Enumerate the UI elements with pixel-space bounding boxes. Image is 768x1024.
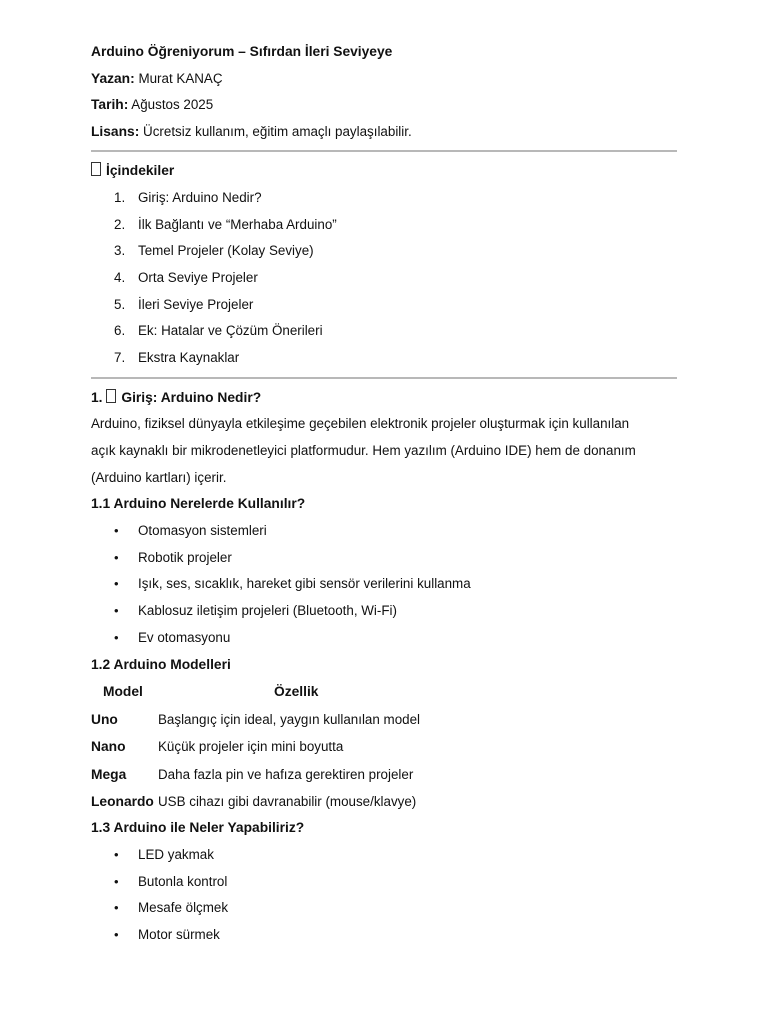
meta-license-value: Ücretsiz kullanım, eğitim amaçlı paylaşılabilir.	[143, 123, 412, 139]
bullet-icon: •	[114, 603, 119, 619]
column-header-model: Model	[103, 684, 143, 700]
toc-list	[91, 185, 677, 372]
toc-item-number: 3.	[114, 243, 126, 259]
models-table	[91, 678, 677, 815]
bullet-icon: •	[114, 873, 119, 889]
meta-license-label: Lisans:	[91, 123, 140, 139]
toc-item-number: 1.	[114, 189, 126, 205]
list-item	[91, 598, 677, 625]
meta-license	[91, 119, 677, 146]
toc-item-label: İleri Seviye Projeler	[138, 296, 254, 312]
column-header-feature: Özellik	[274, 684, 319, 700]
list-item	[91, 625, 677, 652]
meta-author-label: Yazan:	[91, 70, 135, 86]
list-item	[91, 545, 677, 572]
model-name: Uno	[91, 712, 118, 728]
list-item	[91, 842, 677, 869]
table-row	[91, 761, 677, 788]
list-item-text: Mesafe ölçmek	[138, 900, 229, 916]
list-item-text: Motor sürmek	[138, 926, 220, 942]
toc-item-label: İlk Bağlantı ve “Merhaba Arduino”	[138, 216, 337, 232]
section-1-number: 1.	[91, 389, 103, 405]
toc-item	[91, 185, 677, 212]
model-name: Mega	[91, 766, 127, 782]
list-item-text: LED yakmak	[138, 846, 214, 862]
table-row	[91, 733, 677, 760]
toc-item-number: 2.	[114, 216, 126, 232]
toc-item-label: Orta Seviye Projeler	[138, 270, 258, 286]
toc-item-label: Giriş: Arduino Nedir?	[138, 189, 262, 205]
model-feature: Küçük projeler için mini boyutta	[158, 739, 344, 755]
model-feature: Daha fazla pin ve hafıza gerektiren projeler	[158, 766, 414, 782]
paragraph-line: (Arduino kartları) içerir.	[91, 469, 227, 485]
model-name: Nano	[91, 739, 126, 755]
divider	[91, 377, 677, 379]
document-body	[91, 39, 677, 949]
toc-item-label: Temel Projeler (Kolay Seviye)	[138, 243, 314, 259]
toc-item	[91, 292, 677, 319]
bullet-icon: •	[114, 846, 119, 862]
toc-item-number: 6.	[114, 323, 126, 339]
list-item	[91, 869, 677, 896]
table-header-row	[91, 678, 677, 706]
capabilities-list	[91, 842, 677, 949]
bullet-icon: •	[114, 576, 119, 592]
list-item-text: Kablosuz iletişim projeleri (Bluetooth, Wi-Fi)	[138, 603, 397, 619]
list-item	[91, 922, 677, 949]
bullet-icon: •	[114, 900, 119, 916]
missing-glyph-icon	[106, 389, 116, 403]
missing-glyph-icon	[91, 162, 101, 176]
section-1-paragraph	[91, 411, 677, 491]
section-1-heading-text: Giriş: Arduino Nedir?	[121, 389, 262, 405]
subsection-1-1-heading: 1.1 Arduino Nerelerde Kullanılır?	[91, 496, 306, 512]
list-item-text: Butonla kontrol	[138, 873, 228, 889]
toc-item-number: 5.	[114, 296, 126, 312]
toc-item-label: Ekstra Kaynaklar	[138, 350, 240, 366]
list-item-text: Işık, ses, sıcaklık, hareket gibi sensör verilerini kullanma	[138, 576, 471, 592]
model-name: Leonardo	[91, 794, 154, 809]
divider	[91, 150, 677, 152]
list-item-text: Otomasyon sistemleri	[138, 523, 267, 539]
paragraph-line: açık kaynaklı bir mikrodenetleyici platformudur. Hem yazılım (Arduino IDE) hem de donanım	[91, 443, 636, 459]
meta-date-label: Tarih:	[91, 97, 129, 113]
toc-item	[91, 345, 677, 372]
list-item	[91, 571, 677, 598]
meta-author	[91, 66, 677, 93]
section-1-heading	[91, 385, 677, 412]
subsection-1-2-heading: 1.2 Arduino Modelleri	[91, 656, 231, 672]
toc-item	[91, 318, 677, 345]
meta-date	[91, 92, 677, 119]
model-feature: USB cihazı gibi davranabilir (mouse/klavye)	[158, 794, 417, 809]
toc-heading	[91, 158, 677, 185]
table-row	[91, 706, 677, 733]
model-feature: Başlangıç için ideal, yaygın kullanılan model	[158, 712, 421, 728]
document-title: Arduino Öğreniyorum – Sıfırdan İleri Seviyeye	[91, 44, 393, 59]
list-item	[91, 518, 677, 545]
bullet-icon: •	[114, 523, 119, 539]
toc-item	[91, 212, 677, 239]
toc-item	[91, 265, 677, 292]
toc-item-label: Ek: Hatalar ve Çözüm Önerileri	[138, 323, 323, 339]
usage-list	[91, 518, 677, 651]
meta-date-value: Ağustos 2025	[131, 97, 214, 113]
paragraph-line: Arduino, fiziksel dünyayla etkileşime geçebilen elektronik projeler oluşturmak için kullanılan	[91, 416, 630, 432]
meta-author-value: Murat KANAÇ	[138, 70, 223, 86]
table-row	[91, 788, 677, 815]
subsection-1-3-heading: 1.3 Arduino ile Neler Yapabiliriz?	[91, 820, 305, 836]
toc-item-number: 7.	[114, 350, 126, 366]
bullet-icon: •	[114, 629, 119, 645]
toc-item-number: 4.	[114, 270, 126, 286]
bullet-icon: •	[114, 549, 119, 565]
list-item-text: Robotik projeler	[138, 549, 232, 565]
bullet-icon: •	[114, 926, 119, 942]
toc-heading-text: İçindekiler	[106, 163, 175, 179]
list-item-text: Ev otomasyonu	[138, 629, 231, 645]
toc-item	[91, 238, 677, 265]
list-item	[91, 895, 677, 922]
